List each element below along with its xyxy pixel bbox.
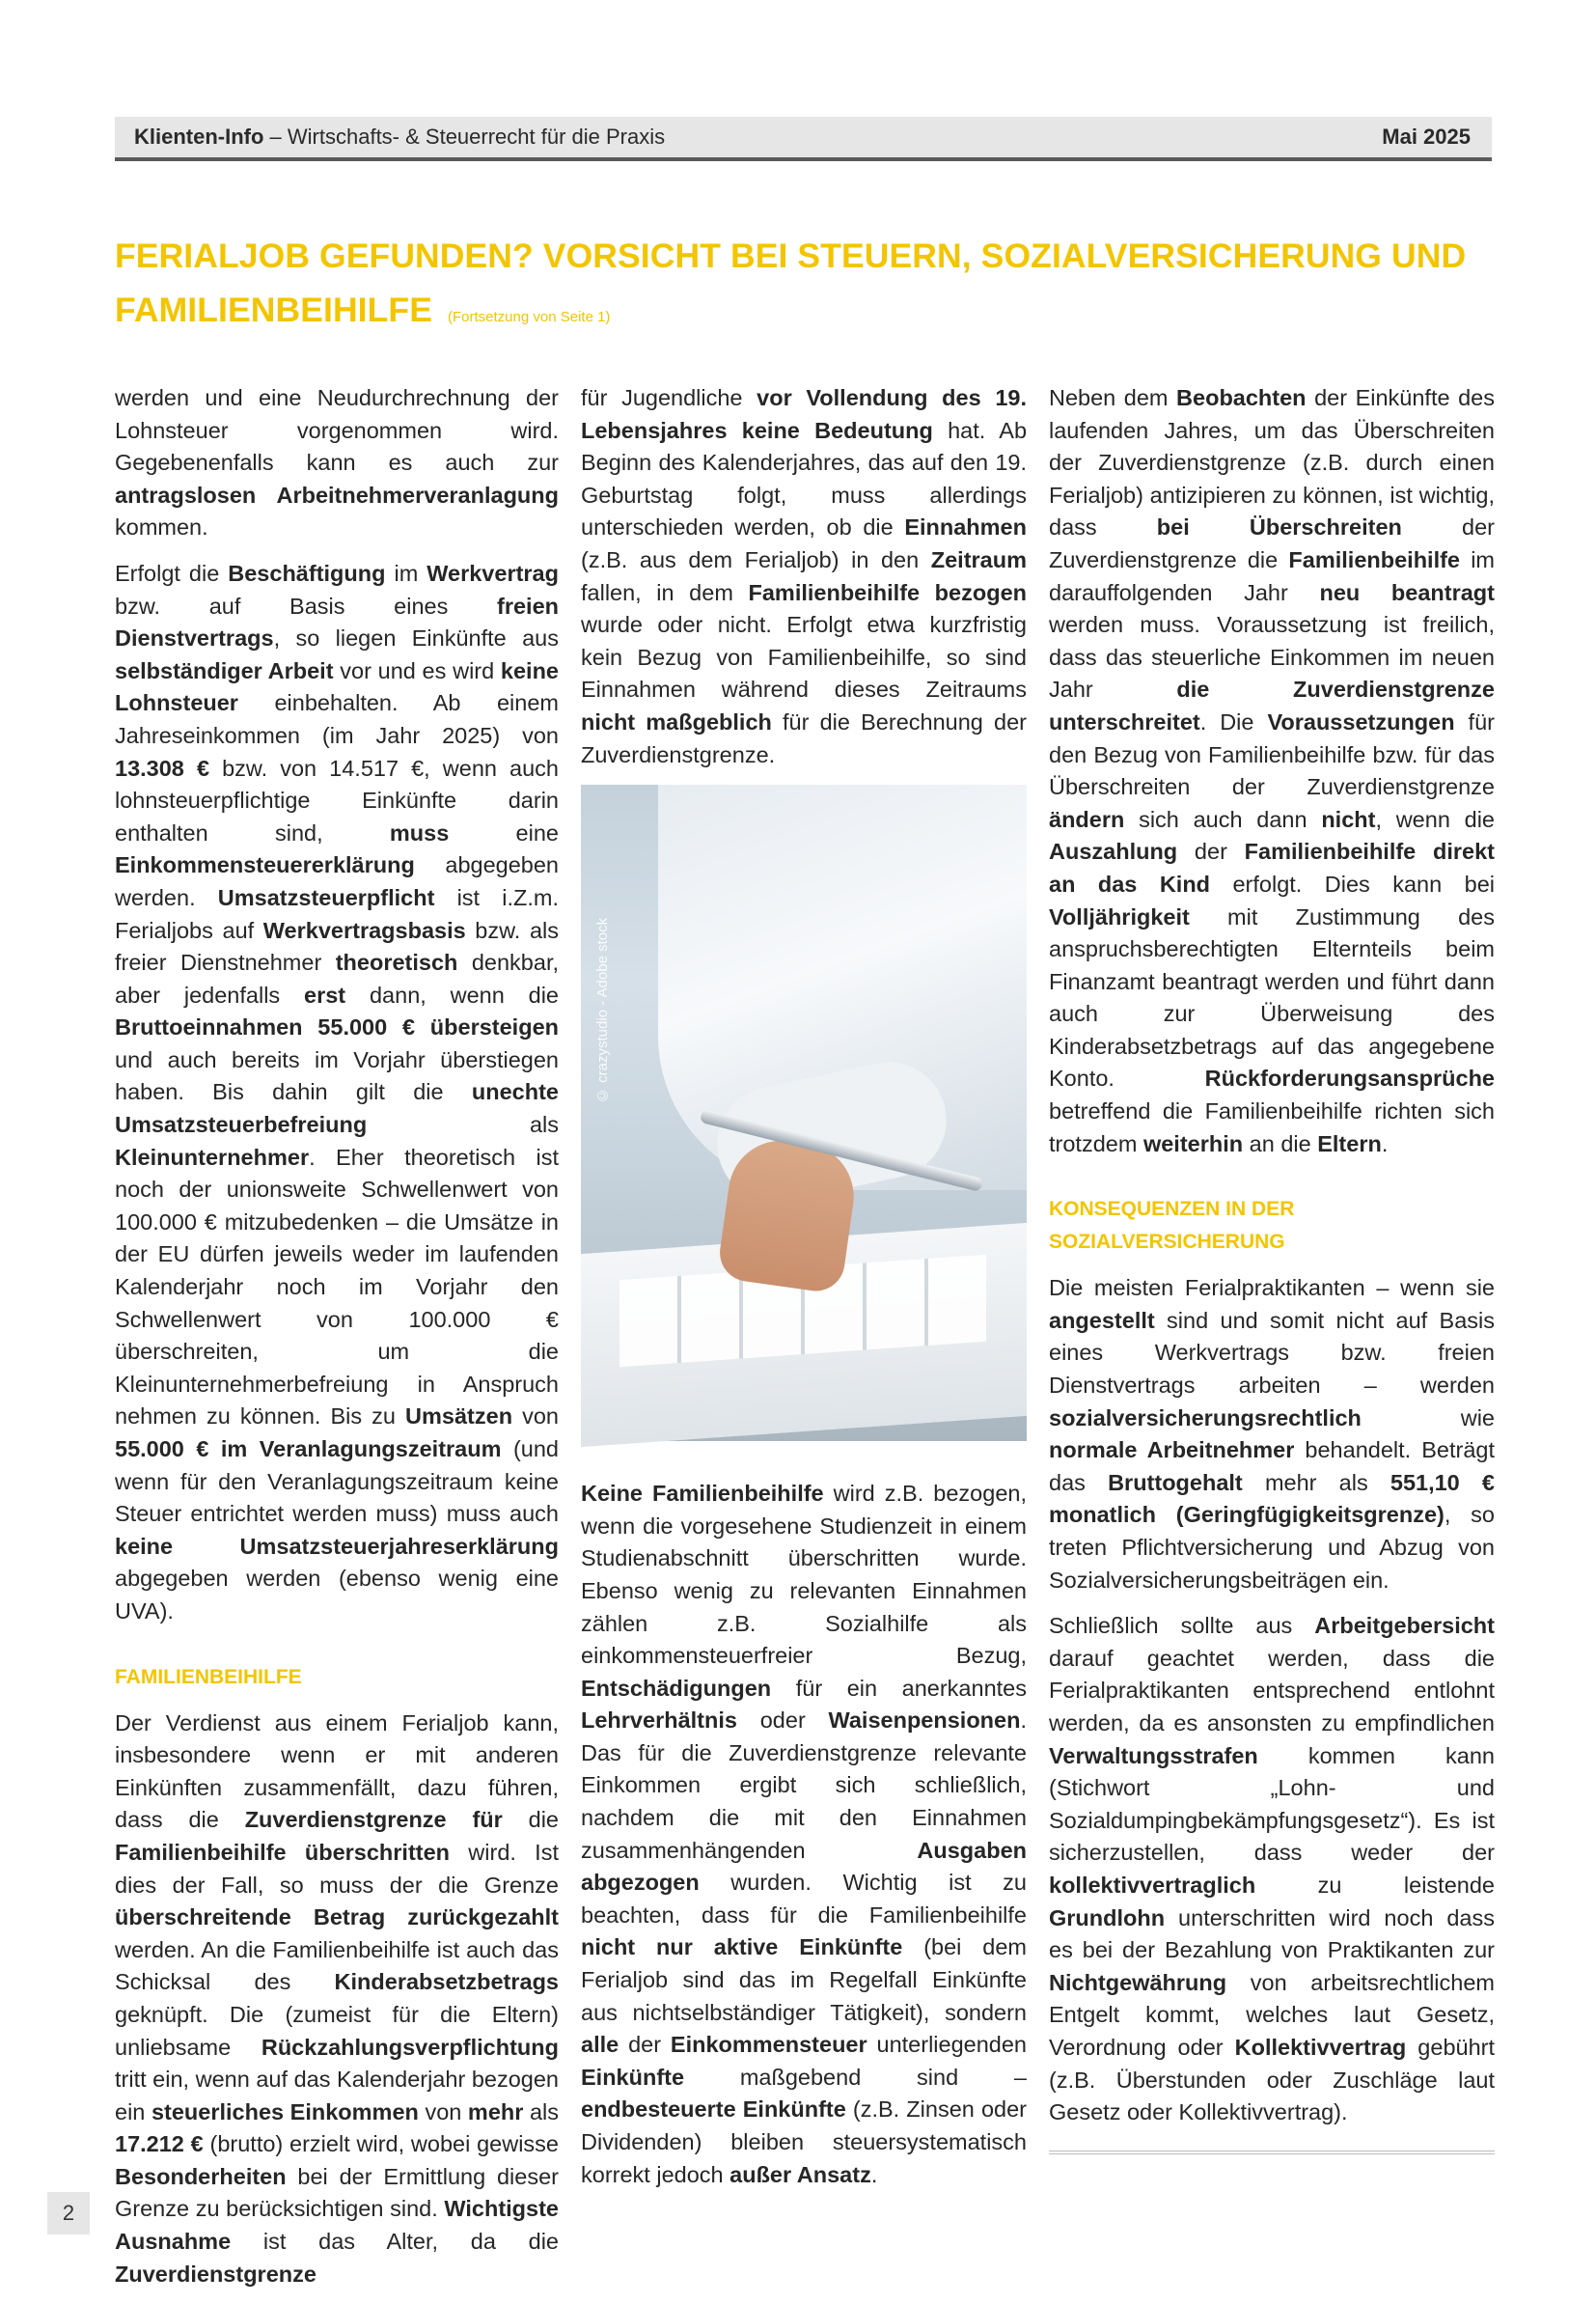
bold-text: 17.212 € [115, 2131, 204, 2157]
header-subtitle: – Wirtschafts- & Steuerrecht für die Praxis [263, 125, 666, 149]
bold-text: Familienbeihilfe direkt an das Kind [1049, 839, 1495, 897]
paragraph [581, 1478, 1027, 2191]
bold-text: außer Ansatz [729, 2161, 871, 2187]
text-run: hat. Ab Beginn des Kalenderjahres, das auf den 19. Geburtstag folgt, muss allerdings unterschieden werden, ob die [581, 417, 1028, 541]
bold-text: keine Lohnsteuer [115, 657, 559, 716]
text-run: . Eher theoretisch ist noch der unionsweite Schwellenwert von 100.000 € mitzubedenken – die Umsätze in der EU dürfen jeweils weder im laufenden Kalenderjahr noch im Vorjahr den Schwellenwert von 100.000 € überschreiten, um die Kleinunternehmerbefreiung in Anspruch nehmen zu können. Bis zu [115, 1144, 559, 1430]
text-run: , so treten Pflichtversicherung und Abzug von Sozialversicherungsbeiträgen ein. [1049, 1502, 1495, 1593]
text-run: werden. An die Familienbeihilfe ist auch das Schicksal des [115, 1936, 559, 1995]
bold-text: Einkünfte [581, 2064, 685, 2090]
text-run: bei der Ermittlung dieser Grenze zu berücksichtigen sind. [115, 2163, 559, 2222]
text-run: für ein anerkanntes [771, 1675, 1027, 1701]
section-heading-familienbeihilfe: FAMILIENBEIHILFE [115, 1665, 302, 1688]
text-run: , so liegen Einkünfte aus [273, 625, 559, 652]
bold-text: sozialversicherungsrechtlich [1049, 1404, 1362, 1430]
text-run: von [418, 2098, 468, 2124]
bold-text: Entschädigungen [581, 1675, 772, 1701]
bold-text: theoretisch [335, 950, 458, 976]
bold-text: Verwaltungsstrafen [1049, 1742, 1258, 1768]
text-run: mehr als [1242, 1469, 1390, 1495]
text-run: fallen, in dem [581, 579, 749, 605]
text-run: werden muss. Voraussetzung ist freilich, dass das steuerliche Einkommen im neuen Jahr [1049, 612, 1495, 703]
text-run: von [512, 1403, 559, 1430]
article-end-rule [1049, 2151, 1495, 2154]
bold-text: vor Vollendung des 19. Lebensjahres keine Bedeutung [581, 385, 1027, 443]
bold-text: Einnahmen [904, 514, 1027, 541]
text-run: eine [449, 819, 559, 846]
section-heading-sozialversicherung [1049, 1193, 1495, 1259]
text-run: (und wenn für den Veranlagungszeitraum keine Steuer entrichtet werden muss) muss auch [115, 1436, 559, 1527]
page-number: 2 [47, 2192, 90, 2235]
bold-text: Arbeitgebersicht [1314, 1613, 1495, 1639]
bold-text: Wichtigste Ausnahme [115, 2196, 559, 2255]
bold-text: Einkommensteuererklärung [115, 852, 415, 878]
text-run: tritt ein, wenn auf das Kalenderjahr bezogen ein [115, 2067, 559, 2124]
text-run: maßgebend sind – [684, 2064, 1027, 2090]
text-run: für den Bezug von Familienbeihilfe bzw. für das Überschreiten der Zuverdienstgrenze [1049, 708, 1495, 800]
column-3 [1049, 382, 1495, 2154]
text-run: werden und eine Neudurchrechnung der Lohnsteuer vorgenommen wird. Gegebenenfalls kann es auch zur [115, 385, 559, 476]
article-headline [115, 229, 1495, 345]
text-run: wurde oder nicht. Erfolgt etwa kurzfristig kein Bezug von Familienbeihilfe, so sind Einnahmen während dieses Zeitraums [581, 612, 1027, 703]
text-run: für die Berechnung der Zuverdienstgrenze. [581, 708, 1027, 767]
text-run: unterschritten wird noch dass es bei der Bezahlung von Praktikanten zur [1049, 1904, 1495, 1963]
header-brand: Klienten-Info [134, 125, 264, 149]
text-run: abgegeben werden. [115, 852, 559, 910]
text-run: . Das für die Zuverdienstgrenze relevante Einkommen ergibt sich schließlich, nachdem die mit den Einnahmen zusammenhängenden [581, 1707, 1027, 1863]
text-run: denkbar, aber jedenfalls [115, 950, 560, 1008]
header-date: Mai 2025 [1382, 125, 1471, 149]
bold-text: nicht maßgeblich [581, 708, 772, 735]
paragraph [1049, 382, 1495, 1160]
text-run: der Einkünfte des laufenden Jahres, um das Überschreiten der Zuverdienstgrenze (z.B. durch einen Ferialjob) antizipieren zu können, ist wichtig, dass [1049, 385, 1495, 541]
text-run: dann, wenn die [345, 982, 560, 1008]
bold-text: Volljährigkeit [1049, 903, 1190, 930]
text-run: behandelt. Beträgt das [1049, 1437, 1495, 1495]
bold-text: Beschäftigung [228, 560, 386, 586]
text-run: erfolgt. Dies kann bei [1210, 871, 1495, 897]
text-run: im [385, 560, 427, 586]
text-run: sind und somit nicht auf Basis eines Werkvertrags bzw. freien Dienstvertrags arbeiten – werden [1049, 1307, 1495, 1399]
text-run: (bei dem Ferialjob sind das im Regelfall Einkünfte aus nichtselbständiger Tätigkeit), sondern [581, 1934, 1027, 2025]
bold-text: Besonderheiten [115, 2163, 287, 2189]
bold-text: Familienbeihilfe [1288, 546, 1460, 572]
bold-text: Kinderabsetzbetrags [334, 1969, 559, 1995]
text-run: (z.B. aus dem Ferialjob) in den [581, 546, 931, 572]
bold-text: unechte Umsatzsteuerbefreiung [115, 1079, 559, 1138]
text-run: Die meisten Ferialpraktikanten – wenn sie [1049, 1275, 1495, 1301]
bold-text: Bruttoeinnahmen 55.000 € übersteigen [115, 1014, 559, 1041]
text-run: bzw. auf Basis eines [115, 593, 497, 619]
text-run: kommen. [115, 514, 208, 541]
text-run: einbehalten. Ab einem Jahreseinkommen (im Jahr 2025) von [115, 690, 559, 748]
text-run: bzw. als freier Dienstnehmer [115, 917, 559, 976]
text-run: ist i.Z.m. Ferialjobs auf [115, 884, 560, 943]
bold-text: Nichtgewährung [1049, 1969, 1227, 1995]
text-run: oder [736, 1707, 829, 1734]
text-run: zu leistende [1255, 1872, 1495, 1898]
bold-text: neu beantragt [1319, 579, 1495, 605]
text-run: als [523, 2098, 560, 2124]
text-run: wie [1361, 1404, 1495, 1430]
bold-text: steuerliches Einkommen [151, 2098, 419, 2124]
section-heading-line-1: KONSEQUENZEN IN DER [1049, 1198, 1295, 1221]
bold-text: ändern [1049, 806, 1125, 832]
text-run: (brutto) erzielt wird, wobei gewisse [203, 2131, 559, 2157]
bold-text: Beobachten [1176, 385, 1307, 410]
text-run: Schließlich sollte aus [1049, 1613, 1315, 1639]
text-run: unterliegenden [867, 2032, 1027, 2058]
text-run: betreffend die Familienbeihilfe richten sich trotzdem [1049, 1098, 1495, 1156]
bold-text: die Zuverdienstgrenze unterschreitet [1049, 677, 1495, 735]
text-run: bzw. von 14.517 €, wenn auch lohnsteuerpflichtige Einkünfte darin enthalten sind, [115, 755, 559, 846]
text-run: für Jugendliche [581, 385, 757, 410]
bold-text: Zeitraum [930, 546, 1027, 572]
bold-text: Auszahlung [1049, 839, 1178, 865]
bold-text: keine Umsatzsteuerjahreserklärung [115, 1533, 559, 1559]
text-run: von arbeitsrechtlichem Entgelt kommt, welches laut Gesetz, Verordnung oder [1049, 1969, 1495, 2060]
bold-text: weiterhin [1142, 1130, 1244, 1156]
paragraph [1049, 1272, 1495, 1596]
column-1 [115, 382, 559, 2304]
bold-text: Umsatzsteuerpflicht [217, 884, 435, 910]
bold-text: alle [581, 2032, 619, 2058]
bold-text: kollektivvertraglich [1049, 1872, 1256, 1898]
text-run: als [367, 1112, 559, 1138]
column-2 [581, 382, 1027, 2205]
bold-text: Waisenpensionen [828, 1707, 1021, 1734]
text-run: wird. Ist dies der Fall, so muss der die Grenze [115, 1839, 559, 1898]
bold-text: Werkvertrag [427, 560, 559, 586]
bold-text: 551,10 € monatlich (Geringfügigkeitsgrenze) [1049, 1469, 1495, 1528]
text-run: . [1381, 1130, 1389, 1156]
bold-text: normale Arbeitnehmer [1049, 1437, 1295, 1463]
bold-text: Familienbeihilfe überschritten [115, 1839, 451, 1865]
paragraph [1049, 1610, 1495, 2129]
bold-text: Grundlohn [1049, 1904, 1166, 1930]
section-heading-line-2: SOZIALVERSICHERUNG [1049, 1231, 1285, 1254]
calculator-photo [581, 785, 1027, 1441]
text-run: im darauffolgenden Jahr [1049, 546, 1495, 605]
text-run: mit Zustimmung des anspruchsberechtigten Elternteils beim Finanzamt beantragt werden und führt dann auch zur Überweisung des Kinderabsetzbetrags auf das angegebene Konto. [1049, 903, 1495, 1092]
text-run: wurden. Wichtig ist zu beachten, dass für die Familienbeihilfe [581, 1870, 1027, 1928]
paragraph [581, 382, 1027, 771]
bold-text: angestellt [1049, 1307, 1155, 1333]
paragraph [115, 382, 559, 544]
text-run: der [619, 2032, 671, 2058]
bold-text: Ausgaben abgezogen [581, 1837, 1027, 1896]
text-run: gebührt (z.B. Überstunden oder Zuschläge laut Gesetz oder Kollektivvertrag). [1049, 2034, 1496, 2125]
bold-text: erst [304, 982, 346, 1008]
bold-text: Werkvertragsbasis [262, 917, 466, 943]
bold-text: nicht nur aktive Einkünfte [581, 1934, 903, 1960]
text-run: (z.B. Zinsen oder Dividenden) bleiben steuersystematisch korrekt jedoch [581, 2096, 1027, 2187]
text-run: , wenn die [1375, 806, 1495, 832]
text-run: der [1177, 839, 1245, 865]
text-run: an die [1243, 1130, 1318, 1156]
bold-text: Bruttogehalt [1108, 1469, 1243, 1495]
bold-text: Kollektivvertrag [1234, 2034, 1407, 2060]
text-run: darauf geachtet werden, dass die Ferialpraktikanten entsprechend entlohnt werden, da es ansonsten zu empfindlichen [1049, 1645, 1495, 1735]
headline-line-2 [115, 283, 1495, 345]
bold-text: 13.308 € [115, 755, 210, 781]
bold-text: nicht [1321, 806, 1376, 832]
text-run: abgegeben werden (ebenso wenig eine UVA). [115, 1566, 559, 1624]
headline-line-2-text: FAMILIENBEIHILFE [115, 291, 432, 329]
bold-text: Keine Familienbeihilfe [581, 1481, 824, 1507]
headline-line-1: FERIALJOB GEFUNDEN? VORSICHT BEI STEUERN, SOZIALVERSICHERUNG UND [115, 236, 1467, 275]
bold-text: antragslosen Arbeitnehmerveranlagung [115, 482, 559, 508]
text-run: Der Verdienst aus einem Ferialjob kann, insbesondere wenn er mit anderen Einkünften zusammenfällt, dazu führen, dass die [115, 1709, 559, 1833]
bold-text: endbesteuerte Einkünfte [581, 2096, 846, 2123]
text-run: . [870, 2161, 878, 2187]
bold-text: selbständiger Arbeit [115, 657, 334, 683]
paragraph [115, 1707, 559, 2291]
running-header [115, 117, 1492, 161]
text-run: geknüpft. Die (zumeist für die Eltern) unliebsame [115, 2001, 559, 2060]
text-run: ist das Alter, da die [231, 2229, 559, 2255]
text-run: der Zuverdienstgrenze die [1049, 514, 1496, 572]
continuation-note: (Fortsetzung von Seite 1) [448, 309, 611, 325]
bold-text: Rückzahlungsverpflichtung [261, 2034, 559, 2060]
bold-text: Einkommensteuer [670, 2032, 867, 2058]
paragraph [115, 558, 559, 1628]
text-run: . Die [1199, 708, 1268, 735]
text-run: wird z.B. bezogen, wenn die vorgesehene Studienzeit in einem Studienabschnitt überschritten wurde. Ebenso wenig zu relevanten Einnahmen zählen z.B. Sozialhilfe als einkommensteuerfreier Bezug, [581, 1481, 1027, 1669]
bold-text: Zuverdienstgrenze [115, 2261, 316, 2287]
text-run: vor und es wird [333, 657, 501, 683]
bold-text: Lehrverhältnis [581, 1707, 737, 1734]
text-run: sich auch dann [1124, 806, 1322, 832]
bold-text: Rückforderungsansprüche [1204, 1066, 1495, 1092]
bold-text: 55.000 € im Veranlagungszeitraum [115, 1436, 502, 1461]
bold-text: mehr [467, 2098, 524, 2124]
bold-text: überschreitende Betrag zurückgezahlt [115, 1904, 559, 1930]
bold-text: muss [389, 819, 450, 846]
text-run: kommen kann (Stichwort „Lohn- und Sozialdumpingbekämpfungsgesetz“). Es ist sicherzustellen, dass weder der [1049, 1742, 1495, 1866]
bold-text: freien Dienstvertrags [115, 593, 559, 652]
bold-text: Zuverdienstgrenze für [244, 1807, 503, 1833]
text-run: die [502, 1807, 559, 1833]
bold-text: Familienbeihilfe bezogen [748, 579, 1027, 605]
bold-text: Eltern [1317, 1130, 1382, 1156]
header-publication [134, 125, 665, 150]
bold-text: Kleinunternehmer [115, 1144, 310, 1170]
text-run: Neben dem [1049, 385, 1177, 410]
photo-credit: © crazystudio - Adobe stock [594, 918, 611, 1104]
bold-text: bei Überschreiten [1156, 514, 1402, 541]
bold-text: Umsätzen [405, 1403, 513, 1430]
text-run: Erfolgt die [115, 560, 229, 586]
text-run: und auch bereits im Vorjahr überstiegen haben. Bis dahin gilt die [115, 1046, 559, 1105]
bold-text: Voraussetzungen [1267, 708, 1455, 735]
